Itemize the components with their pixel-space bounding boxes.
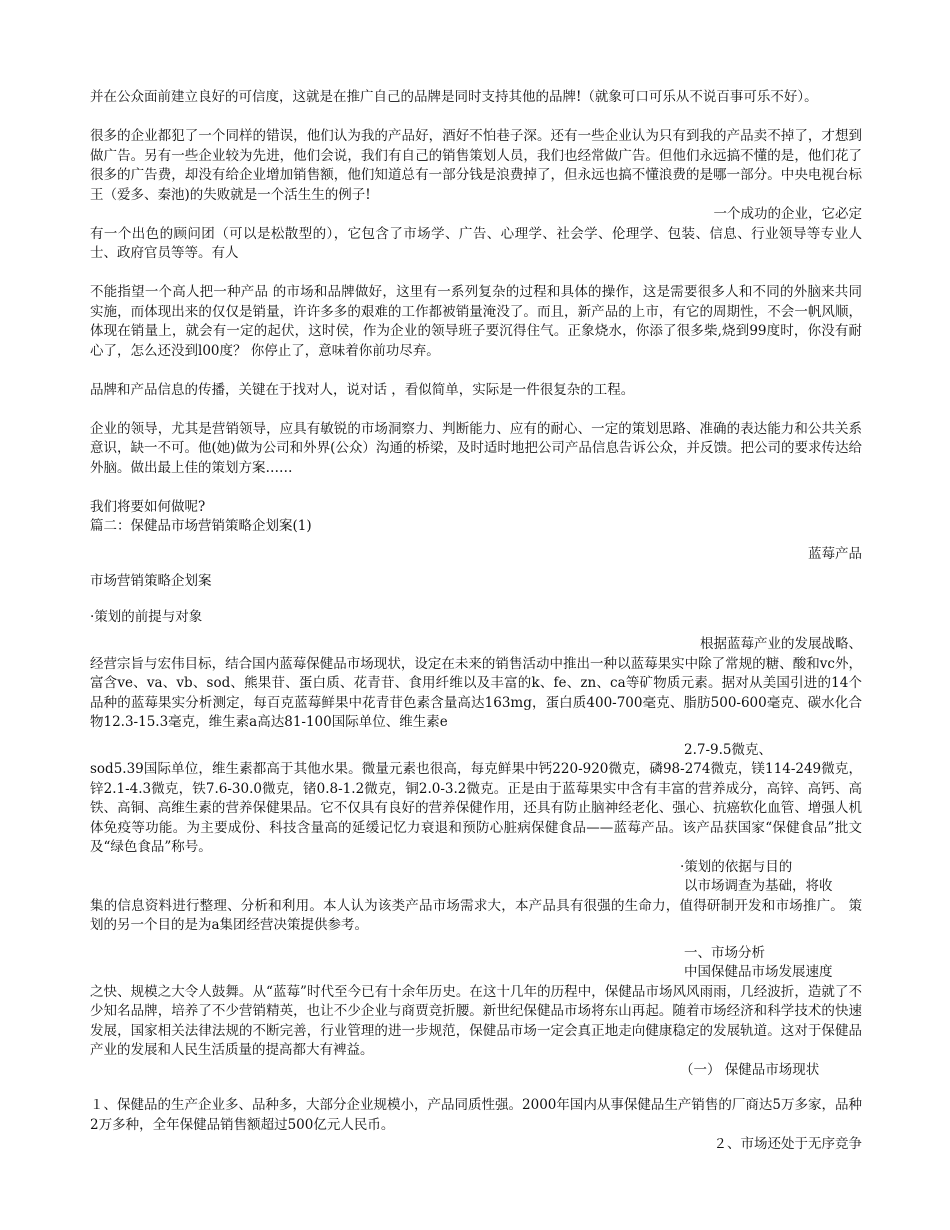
paragraph-collaboration: 不能指望一个高人把一种产品 的市场和品牌做好，这里有一系列复杂的过程和具体的操作，这是需要很多人和不同的外脑来共同实施，而体现出来的仅仅是销量，许许多多的艰难的工作都被销量淹没了。而且，新产品的上市，有它的周期性，不会一帆风顺，体现在销量上，就会有一定的起伏，这时侯，作为企业的领导班子要沉得住气。正象烧水，你添了很多柴,烧到99度时，你没有耐心了，怎么还没到l00度？ 你停止了，意味着你前功尽弃。 [90,284,862,359]
heading-market-status: （一） 保健品市场现状 [680,1061,820,1078]
paragraph-vitamin-lead: 2.7-9.5微克、 [684,741,773,758]
heading-marketing-plan: 市场营销策略企划案 [90,573,212,589]
section-title-part-two: 篇二：保健品市场营销策略企划案(1) [90,518,312,534]
paragraph-disorderly-competition: ２、市场还处于无序竞争 [713,1136,862,1152]
paragraph-leadership: 企业的领导，尤其是营销领导，应具有敏锐的市场洞察力、判断能力、应有的耐心、一定的策划思路、准确的表达能力和公共关系意识，缺一不可。他(她)做为公司和外界(公众）沟通的桥梁，及时适时地把公司产品信息告诉公众，并反馈。把公司的要求传达给外脑。做出最上佳的策划方案…… [90,420,862,476]
paragraph-trace-elements: sod5.39国际单位，维生素都高于其他水果。微量元素也很高，每克鲜果中钙220-920微克，磷98-274微克，镁114-249微克，锌2.1-4.3微克，铁7.6-30.0微克，锗0.8-1.2微克，铜2.0-3.2微克。正是由于蓝莓果实中含有丰富的营养成分，高锌、高钙、高铁、高铜、高维生素的营养保健果品。它不仅具有良好的营养保健作用，还具有防止脑神经老化、强心、抗癌软化血管、增强人机体免疫等功能。为主要成份、科技含量高的延缓记忆力衰退和预防心脏病保健食品——蓝莓产品。该产品获国家“保健食品”批文及“绿色食品”称号。 [90,761,862,855]
heading-blueberry-product: 蓝莓产品 [808,545,862,562]
paragraph-question: 我们将要如何做呢? [90,498,206,515]
paragraph-research-lead: 以市场调查为基础，将收 [684,878,833,894]
document-page [90,88,862,1155]
paragraph-advisory-team: 有一个出色的顾问团（可以是松散型的），它包含了市场学、广告、心理学、社会学、伦理学、包装、信息、行业领导等专业人士、政府官员等等。有人 [90,225,862,261]
heading-premise-and-target: ·策划的前提与对象 [90,608,203,625]
paragraph-communication: 品牌和产品信息的传播，关键在于找对人，说对话 ，看似简单，实际是一件很复杂的工程。 [90,381,635,398]
paragraph-advertising-mistakes: 很多的企业都犯了一个同样的错误，他们认为我的产品好，酒好不怕巷子深。还有一些企业认为只有到我的产品卖不掉了，才想到做广告。另有一些企业较为先进，他们会说，我们有自己的销售策划人员，我们也经常做广告。但他们永远搞不懂的是，他们花了很多的广告费，却没有给企业增加销售额，他们知道总有一部分钱是浪费掉了，但永远也搞不懂浪费的是哪一部分。中央电视台标王（爱多、秦池)的失败就是一个活生生的例子! [90,128,862,203]
paragraph-industry-stats: １、保健品的生产企业多、品种多，大部分企业规模小，产品同质性强。2000年国内从事保健品生产销售的厂商达5万多家，品种2万多种，全年保健品销售额超过500亿元人民币。 [90,1097,862,1133]
paragraph-successful-company-lead: 一个成功的企业，它必定 [713,206,862,222]
heading-market-analysis: 一、市场分析 [684,944,765,961]
paragraph-research-purpose: 集的信息资料进行整理、分析和利用。本人认为该类产品市场需求大，本产品具有很强的生命力，值得研制开发和市场推广。 策划的另一个目的是为a集团经营决策提供参考。 [90,897,862,933]
paragraph-market-lead: 中国保健品市场发展速度 [684,964,833,980]
paragraph-market-development: 之快、规模之大令人鼓舞。从“蓝莓”时代至今已有十余年历史。在这十几年的历程中，保健品市场风风雨雨，几经波折，造就了不少知名品牌，培养了不少营销精英，也让不少企业与商贾竞折腰。新世纪保健品市场将东山再起。随着市场经济和科学技术的快速发展，国家相关法律法规的不断完善，行业管理的进一步规范，保健品市场一定会真正地走向健康稳定的发展轨道。这对于保健品产业的发展和人民生活质量的提高都大有裨益。 [90,983,862,1058]
heading-basis-and-purpose: ·策划的依据与目的 [680,858,793,875]
paragraph-brand-credibility: 并在公众面前建立良好的可信度，这就是在推广自己的品牌是同时支持其他的品牌!（就象可口可乐从不说百事可乐不好）。 [90,89,818,105]
paragraph-strategy-lead: 根据蓝莓产业的发展战略、 [700,636,862,652]
paragraph-blueberry-nutrition: 经营宗旨与宏伟目标，结合国内蓝莓保健品市场现状，设定在未来的销售活动中推出一种以蓝莓果实中除了常规的糖、酸和vc外，富含ve、va、vb、sod、熊果苷、蛋白质、花青苷、食用纤维以及丰富的k、fe、zn、ca等矿物质元素。据对从美国引进的14个品种的蓝莓果实分析测定，每百克蓝莓鲜果中花青苷色素含量高达163mg，蛋白质400-700毫克、脂肪500-600毫克、碳水化合物12.3-15.3毫克，维生素a高达81-100国际单位、维生素e [90,655,862,730]
